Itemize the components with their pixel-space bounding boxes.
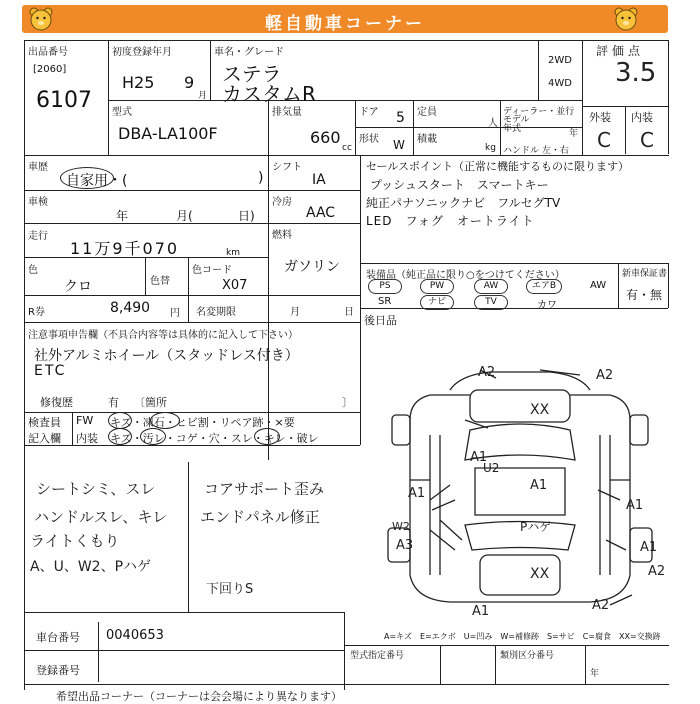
fuel-label: 燃料	[272, 230, 292, 241]
diagram-mark: XX	[530, 402, 550, 418]
post-install-label: 後日品	[364, 314, 397, 327]
shape-label: 形状	[359, 134, 379, 145]
frame-line	[360, 330, 361, 445]
bear-mascot-icon	[613, 6, 639, 32]
shape-value: W	[393, 138, 405, 152]
diagram-mark: A2	[478, 365, 496, 380]
color-change-label: 色替	[150, 276, 170, 287]
frame-line	[98, 622, 99, 682]
steering-label: ハンドル 左・右	[503, 146, 569, 156]
name-transfer-day: 日	[344, 307, 354, 318]
inspector-int: 内装	[76, 432, 98, 445]
grade-model-label: 型式指定番号	[350, 651, 405, 661]
fuel-value: ガソリン	[284, 259, 340, 275]
frame-line	[668, 40, 669, 154]
diagram-mark: A1	[626, 498, 644, 513]
circled-mark	[60, 167, 114, 189]
diagram-mark: A2	[596, 368, 614, 383]
frame-line	[24, 155, 669, 156]
repair-close: 〕	[342, 396, 353, 409]
displacement-value: 660	[310, 128, 341, 147]
displacement-label: 排気量	[272, 107, 302, 118]
shift-value: IA	[312, 172, 326, 188]
equip-aw: AW	[474, 279, 508, 294]
handwritten-note: シートシミ、スレ	[36, 480, 156, 498]
equipment-label: 装備品（純正品に限り○をつけてください）	[366, 270, 565, 281]
doors-value: 5	[396, 110, 405, 126]
reg-number-label: 登録番号	[36, 664, 80, 677]
model-value: DBA-LA100F	[118, 124, 218, 143]
color-code: X07	[222, 278, 248, 293]
circled-mark	[140, 428, 166, 445]
diagram-mark: A1	[530, 478, 548, 493]
frame-line	[582, 40, 583, 155]
diagram-mark: A2	[648, 564, 666, 579]
diagram-mark: Pハゲ	[520, 520, 552, 534]
warranty-value: 有・無	[626, 288, 663, 302]
frame-line	[668, 263, 669, 308]
exterior-label: 外装	[589, 111, 611, 124]
equip-sr: SR	[378, 296, 392, 307]
color-code-label: 色コード	[192, 265, 232, 276]
load-unit: kg	[485, 143, 496, 153]
history-close: )	[258, 170, 264, 186]
lot-label: 出品番号	[28, 47, 68, 58]
frame-line	[72, 412, 73, 445]
history-label: 車歴	[28, 162, 48, 173]
bear-mascot-icon	[28, 6, 54, 32]
dealer-label: ディーラー・並行	[503, 107, 575, 117]
load-label: 積載	[417, 134, 437, 145]
capacity-label: 定員	[417, 107, 437, 118]
frame-line	[210, 40, 211, 100]
frame-line	[495, 645, 496, 685]
frame-line	[24, 684, 669, 685]
lot-sub: [2060]	[33, 64, 67, 75]
frame-line	[188, 295, 189, 322]
recycle-unit: 円	[170, 308, 180, 319]
frame-line	[24, 40, 669, 41]
inspection-day: 日)	[238, 209, 255, 223]
frame-line	[585, 645, 586, 685]
registration-label: 初度登録年月	[112, 47, 172, 58]
equip-pw: PW	[420, 279, 454, 294]
selling-points-label: セールスポイント（正常に機能するものに限ります）	[366, 160, 630, 173]
equip-aw-2: AW	[590, 280, 607, 291]
interior-label: 内装	[631, 111, 653, 124]
frame-line	[625, 106, 626, 154]
displacement-unit: cc	[342, 143, 352, 153]
frame-line	[188, 462, 189, 612]
frame-line	[360, 308, 668, 309]
circled-mark	[150, 412, 180, 429]
handwritten-note: ライトくもり	[30, 532, 120, 550]
inspection-month: 月(	[176, 209, 193, 223]
diagram-mark: A1	[408, 486, 426, 501]
frame-line	[355, 127, 582, 128]
diagram-mark: W2	[392, 520, 410, 533]
inspector-label: 検査員	[28, 416, 61, 429]
inspector-fw-items: キズ・凍石・ヒビ割・リペア跡・×要	[110, 416, 295, 429]
rating-label: 評価点	[596, 44, 645, 58]
color-value: クロ	[64, 279, 92, 295]
frame-line	[188, 257, 189, 295]
frame-line	[344, 645, 669, 646]
diagram-mark: A1	[470, 450, 488, 465]
frame-line	[618, 263, 619, 308]
frame-line	[344, 612, 345, 690]
aircon-value: AAC	[306, 205, 336, 221]
equip-leather: カワ	[537, 300, 557, 311]
grade-class-label: 類別区分番号	[500, 651, 555, 661]
diagram-mark: A1	[472, 604, 490, 619]
diagram-legend: A=キズ E=エクボ U=凹み W=補修跡 S=サビ C=腐食 XX=交換跡	[384, 632, 661, 641]
exterior-grade: C	[597, 128, 611, 152]
doors-label: ドア	[359, 107, 379, 118]
notes-line: 社外アルミホイール（スタッドレス付き）	[34, 348, 299, 364]
capacity-unit: 人	[488, 118, 498, 129]
mileage-label: 走行	[28, 231, 48, 242]
header-title: 軽自動車コーナー	[265, 14, 425, 34]
inspector-label: 記入欄	[28, 432, 61, 445]
repair-place: 〔箇所	[134, 396, 167, 409]
handwritten-note: 下回りS	[206, 582, 254, 597]
frame-line	[24, 650, 344, 651]
diagram-mark: A3	[396, 538, 414, 553]
circled-mark	[108, 412, 132, 429]
model-year-unit: 年	[569, 129, 579, 139]
frame-line	[24, 612, 344, 613]
repair-label: 修復歴	[40, 396, 73, 409]
frame-line	[268, 100, 269, 460]
footer-label: 希望出品コーナー（コーナーは会会場により異なります）	[56, 690, 342, 703]
frame-line	[108, 100, 582, 101]
frame-line	[360, 263, 668, 264]
registration-month: 9	[184, 73, 195, 92]
name-transfer-month: 月	[290, 307, 300, 318]
color-label: 色	[28, 265, 38, 276]
frame-line	[24, 190, 360, 191]
frame-line	[108, 40, 109, 155]
inspector-int-items: キズ・汚レ・コゲ・穴・スレ・キレ・破レ	[110, 432, 319, 445]
notes-label: 注意事項申告欄（不具合内容等は具体的に記入して下さい）	[28, 330, 298, 341]
history-value: 自家用・(	[66, 173, 128, 189]
car-grade: カスタムR	[222, 82, 316, 106]
equip-ps: PS	[368, 279, 402, 294]
registration-year: H25	[122, 73, 155, 92]
frame-line	[440, 645, 441, 685]
recycle-label: R券	[28, 307, 45, 318]
notes-line: ETC	[34, 363, 67, 379]
equip-tv: TV	[474, 295, 508, 310]
diagram-mark: A1	[640, 540, 658, 555]
drive-2wd: 2WD	[548, 55, 572, 66]
header-banner	[22, 5, 668, 33]
frame-line	[145, 257, 146, 295]
equip-airbag: エアB	[526, 279, 562, 294]
warranty-label: 新車保証書	[622, 269, 668, 279]
circled-mark	[108, 428, 132, 445]
frame-line	[24, 322, 360, 323]
frame-line	[24, 40, 25, 690]
aircon-label: 冷房	[272, 197, 292, 208]
diagram-mark: A2	[592, 598, 610, 613]
inspector-fw: FW	[76, 414, 94, 427]
handwritten-note: エンドパネル修正	[200, 508, 320, 526]
month-unit: 月	[198, 91, 208, 101]
mileage-value: 11万9千070	[70, 239, 180, 258]
recycle-amount: 8,490	[110, 300, 151, 316]
equip-navi: ナビ	[420, 295, 454, 310]
shift-label: シフト	[272, 162, 302, 173]
repair-value: 有	[108, 396, 119, 409]
inspection-label: 車検	[28, 197, 48, 208]
drive-4wd: 4WD	[548, 78, 572, 89]
model-label: 型式	[112, 107, 132, 118]
grade-year-label: 年	[590, 669, 600, 679]
handwritten-note: コアサポート歪み	[204, 480, 325, 498]
chassis-value: 0040653	[106, 628, 164, 643]
mileage-unit: km	[226, 248, 240, 258]
rating-score: 3.5	[615, 58, 657, 88]
diagram-mark: XX	[530, 566, 550, 582]
inspection-year: 年	[116, 209, 129, 223]
car-name-label: 車名・グレード	[214, 47, 284, 58]
frame-line	[360, 155, 361, 330]
handwritten-note: ハンドルスレ、キレ	[34, 508, 168, 526]
frame-line	[538, 40, 539, 100]
selling-point-line: 純正パナソニックナビ フルセグTV	[366, 196, 561, 210]
lot-number: 6107	[36, 88, 92, 113]
chassis-label: 車台番号	[36, 631, 80, 644]
diagram-mark: U2	[483, 461, 500, 475]
circled-mark	[254, 428, 280, 445]
name-transfer-label: 名変期限	[196, 307, 236, 318]
interior-grade: C	[640, 128, 654, 152]
car-name: ステラ	[222, 62, 282, 86]
model-year-label: モデル年式	[503, 115, 530, 134]
handwritten-note: A、U、W2、Pハゲ	[30, 559, 152, 575]
selling-point-line: プッシュスタート スマートキー	[370, 178, 549, 192]
selling-point-line: LED フォグ オートライト	[366, 214, 535, 228]
